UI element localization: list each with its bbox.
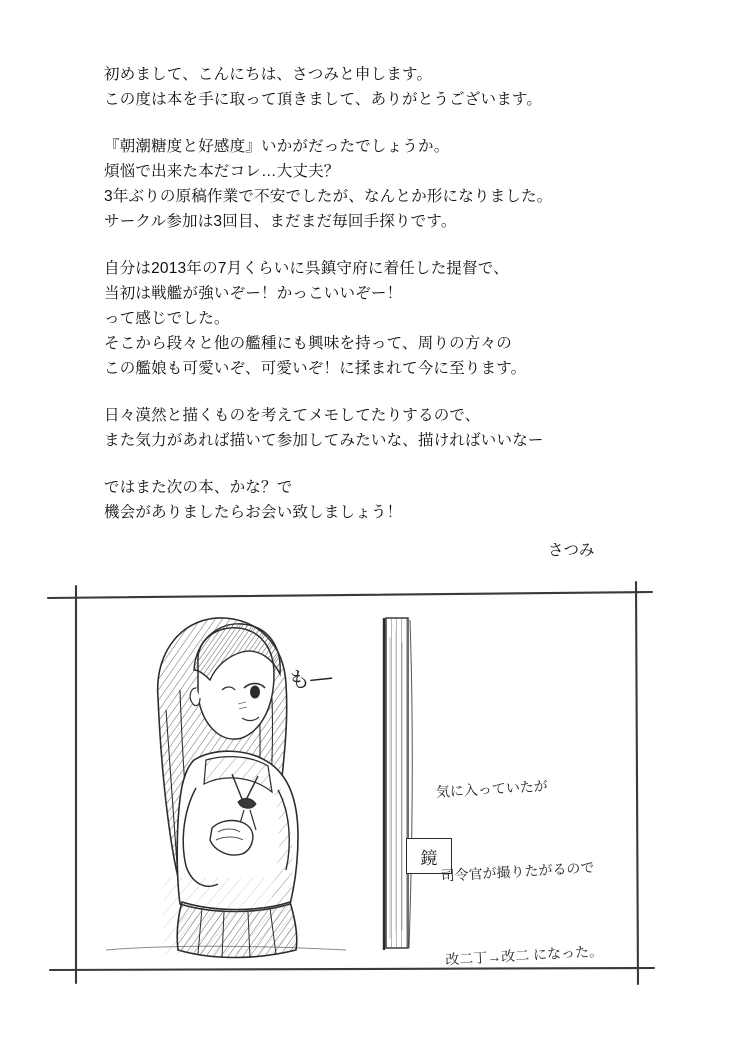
afterword-line: 日々漠然と描くものを考えてメモしてたりするので、	[104, 407, 481, 424]
afterword-paragraph	[104, 134, 664, 234]
afterword-line: 当初は戦艦が強いぞー！かっこいいぞー！	[104, 285, 403, 302]
handwritten-note-line: 司令官が撮りたがるので	[440, 859, 595, 884]
afterword-line: 煩悩で出来た本だコレ…大丈夫？	[104, 163, 340, 180]
afterword-paragraph	[104, 256, 664, 381]
afterword-line: そこから段々と他の艦種にも興味を持って、周りの方々の	[104, 335, 512, 352]
handwritten-note-line: 気に入っていたが	[435, 777, 549, 800]
afterword-line: この艦娘も可愛いぞ、可愛いぞ！に揉まれて今に至ります。	[104, 360, 527, 377]
mirror-label: 鏡	[406, 838, 452, 874]
afterword-line: 3年ぶりの原稿作業で不安でしたが、なんとか形になりました。	[104, 188, 553, 205]
afterword-paragraph	[104, 62, 664, 112]
author-signature: さつみ	[548, 542, 595, 559]
afterword-text-block	[104, 62, 664, 525]
afterword-paragraph	[104, 475, 664, 525]
handwritten-note	[432, 709, 689, 1030]
sound-effect-mark: も―	[286, 663, 334, 694]
afterword-line: また気力があれば描いて参加してみたいな、描ければいいなー	[104, 432, 544, 449]
afterword-line: 自分は2013年の7月くらいに呉鎮守府に着任した提督で、	[104, 260, 509, 277]
afterword-paragraph	[104, 403, 664, 453]
handwritten-note-line: 改二丁→改二 になった。	[444, 942, 604, 968]
afterword-line: サークル参加は3回目、まだまだ毎回手探りです。	[104, 213, 457, 230]
afterword-line: 機会がありましたらお会い致しましょう！	[104, 504, 403, 521]
afterword-line: この度は本を手に取って頂きまして、ありがとうございます。	[104, 91, 543, 108]
afterword-line: 『朝潮糖度と好感度』いかがだったでしょうか。	[104, 138, 450, 155]
afterword-line: ではまた次の本、かな？で	[104, 479, 293, 496]
afterword-line: 初めまして、こんにちは、さつみと申します。	[104, 66, 433, 83]
afterword-line: って感じでした。	[104, 310, 230, 327]
